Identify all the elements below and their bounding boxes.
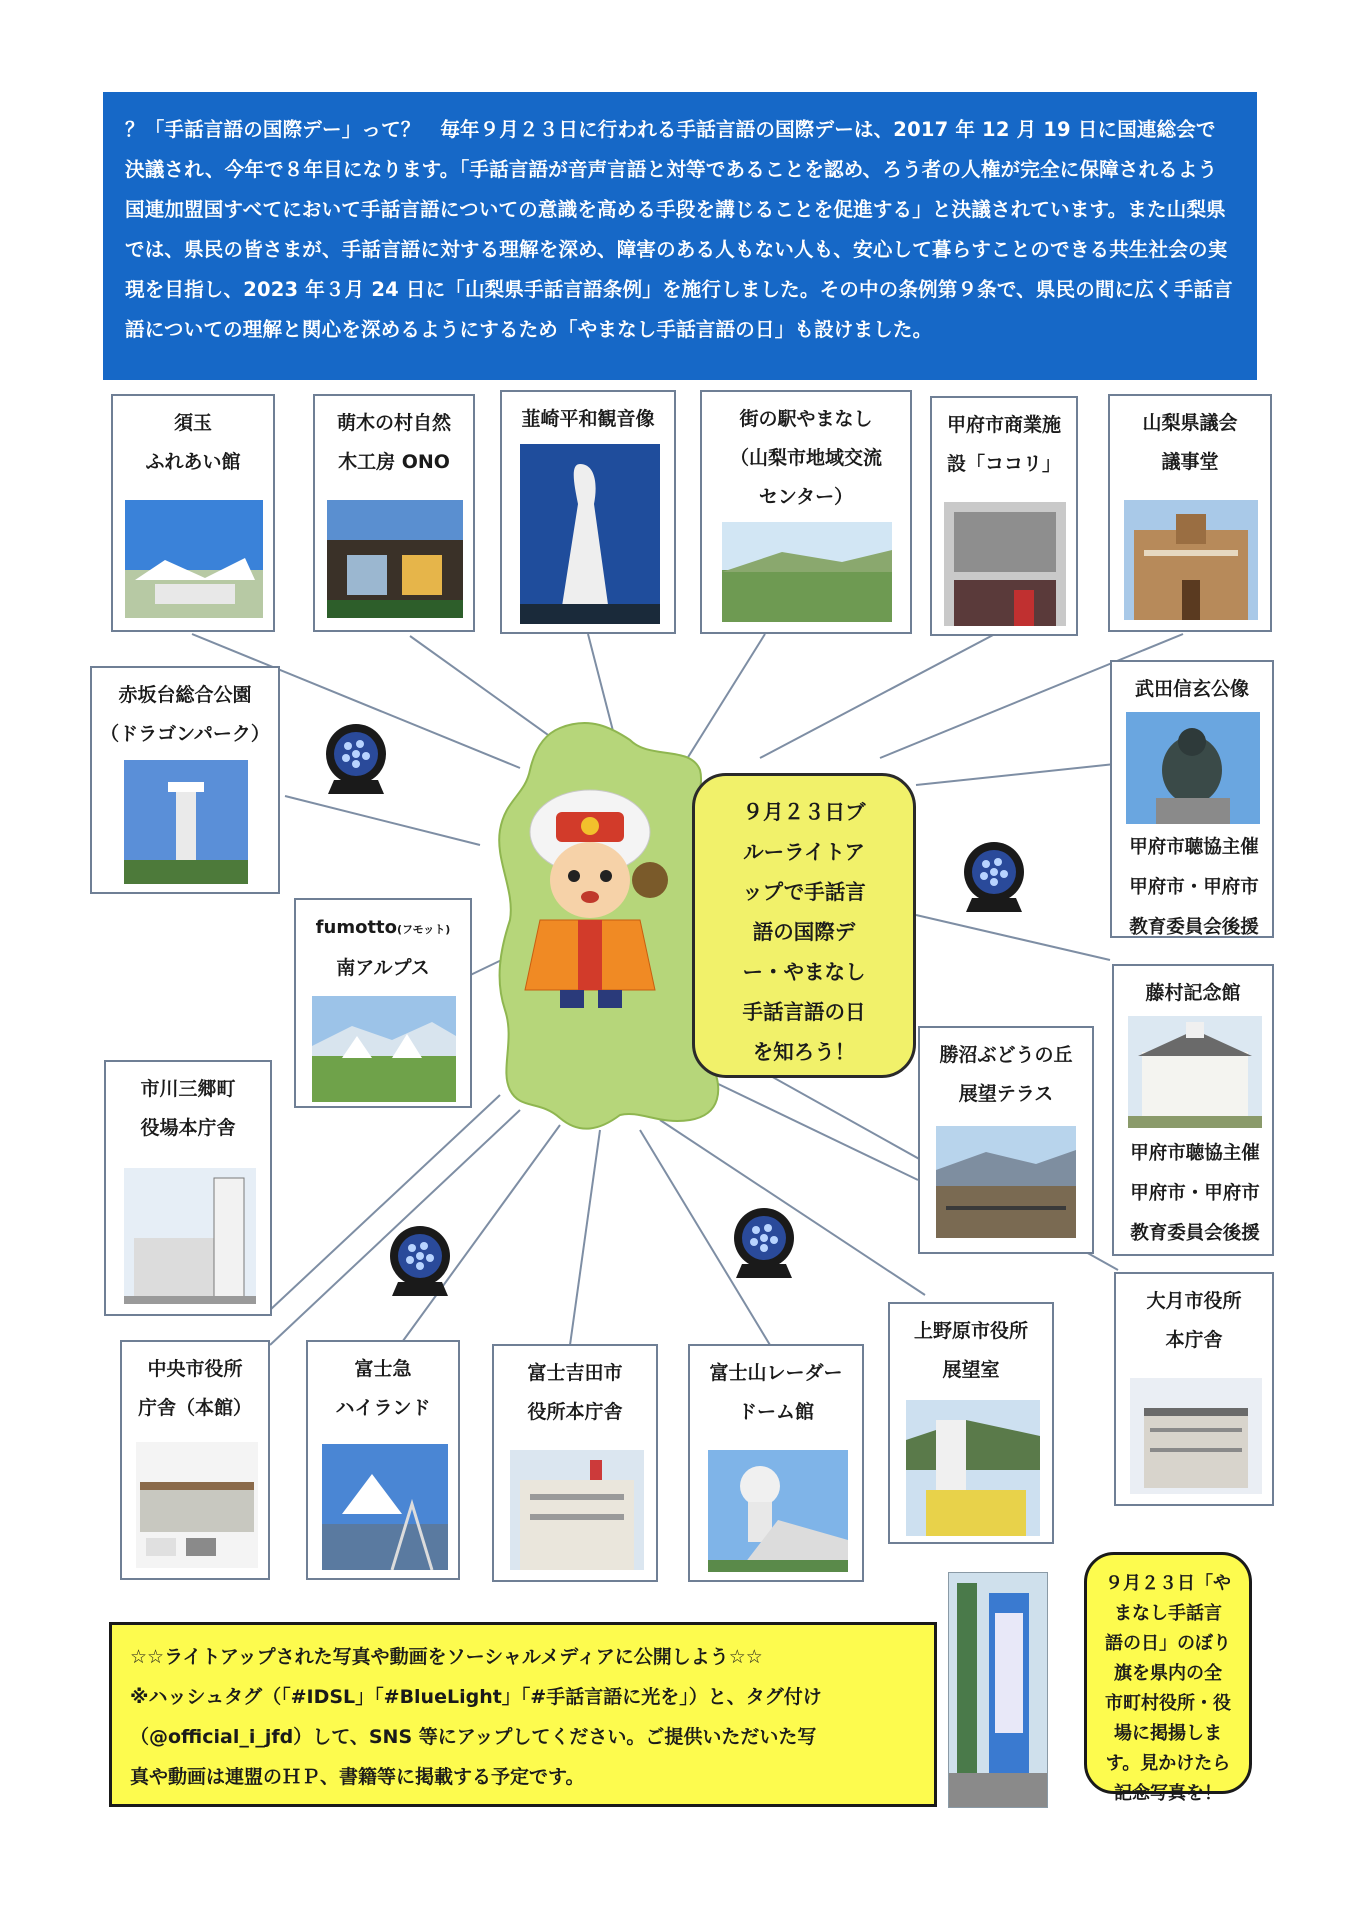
photo-takeda (1126, 712, 1260, 824)
location-label: 赤坂台総合公園 （ドラゴンパーク） (100, 684, 270, 745)
location-takeda (1110, 660, 1274, 938)
sns-notice-line: 真や動画は連盟のＨＰ、書籍等に掲載する予定です。 (130, 1766, 585, 1788)
location-label: 大月市役所 本庁舎 (1146, 1290, 1242, 1351)
fumotto-name: fumotto (315, 917, 398, 938)
flag-notice (1084, 1552, 1252, 1804)
photo-gikai (1124, 500, 1258, 620)
intro-text: ？「手話言語の国際デー」って？ 毎年９月２３日に行われる手話言語の国際デーは、2017 年 12 月 19 日に国連総会で決議され、今年で８年目になります。「手話言語が音声言語と対等であることを認め、ろう者の人権が完全に保障されるよう国連加盟国すべてにおいて手話言語についての意識を高める手段を講じることを促進する」と決議されています。また山梨県では、県民の皆さまが、手話言語に対する理解を深め、障害のある人もない人も、安心して暮らすことのできる共生社会の実現を目指し、2023 年３月 24 日に「山梨県手話言語条例」を施行しました。その中の条例第９条で、県民の間に広く手話言語についての理解と関心を深めるようにするため「やまなし手話言語の日」も設けました。 (125, 118, 1233, 341)
location-moegi (313, 394, 475, 632)
photo-sudama (125, 500, 263, 618)
location-label: 上野原市役所 展望室 (913, 1320, 1028, 1381)
location-label (296, 908, 470, 949)
location-label: 街の駅やまなし （山梨市地域交流 センター） (729, 408, 882, 508)
photo-chuo (136, 1442, 258, 1568)
sponsor-note-fujimura: 甲府市聴協主催 甲府市・甲府市 教育委員会後援 (1130, 1143, 1260, 1244)
flag-notice-text: ９月２３日「や まなし手話言 語の日」のぼり 旗を県内の全 市町村役所・役 場に掲揚しま す。見かけたら 記念写真を！ (1105, 1573, 1231, 1804)
location-label: 武田信玄公像 (1134, 678, 1249, 700)
spotlight-icon (322, 720, 390, 798)
photo-fujimura (1128, 1016, 1262, 1128)
location-fujiyoshida (492, 1344, 658, 1582)
location-label: 富士吉田市 役所本庁舎 (527, 1362, 623, 1423)
photo-fujiyoshida (510, 1450, 644, 1570)
sns-notice-line: （@official_i_jfd）して、SNS 等にアップしてください。ご提供いただいた写 (130, 1726, 817, 1748)
location-sudama (111, 394, 275, 632)
location-radar (688, 1344, 864, 1582)
location-label: 甲府市商業施 設「ココリ」 (946, 414, 1061, 475)
location-label: 勝沼ぶどうの丘 展望テラス (939, 1044, 1073, 1105)
location-label: 萌木の村自然 木工房 ONO (336, 412, 451, 473)
event-bubble-text: ９月２３日ブ ルーライトア ップで手話言 語の国際デ ー・やまなし 手話言語の日 を知ろう！ (742, 800, 866, 1064)
photo-ichikawa (124, 1168, 256, 1304)
location-akasakadai (90, 666, 280, 894)
location-label: 山梨県議会 議事堂 (1142, 412, 1238, 473)
photo-nirasaki (520, 444, 660, 624)
location-gikai (1108, 394, 1272, 632)
photo-kofu-kokori (944, 502, 1066, 626)
photo-fumotto (312, 996, 456, 1102)
location-label: 藤村記念館 (1145, 982, 1241, 1004)
location-kofu-kokori (930, 396, 1078, 636)
location-fumotto (294, 898, 472, 1108)
location-label: 中央市役所 庁舎（本館） (137, 1358, 252, 1419)
location-uenohara (888, 1302, 1054, 1544)
location-katsunuma (918, 1026, 1094, 1254)
photo-machi-no-eki (722, 522, 892, 622)
location-fujimura (1112, 964, 1274, 1256)
fumotto-ruby: (フモット) (397, 923, 451, 936)
location-nirasaki (500, 390, 676, 634)
location-label: 韮崎平和観音像 (521, 408, 655, 430)
spotlight-icon (386, 1222, 454, 1300)
location-label: 南アルプス (336, 957, 430, 979)
photo-otsuki (1130, 1378, 1262, 1494)
event-bubble (692, 773, 916, 1078)
sns-notice (109, 1622, 937, 1807)
location-otsuki (1114, 1272, 1274, 1506)
spotlight-icon (730, 1204, 798, 1282)
location-ichikawa (104, 1060, 272, 1316)
location-fujikyu (306, 1340, 460, 1580)
photo-uenohara (906, 1400, 1040, 1536)
photo-radar (708, 1450, 848, 1572)
photo-fujikyu (322, 1444, 448, 1570)
location-chuo (120, 1340, 270, 1580)
location-label: 富士急 ハイランド (335, 1358, 431, 1419)
location-label: 須玉 ふれあい館 (145, 412, 241, 473)
location-machi-no-eki (700, 390, 912, 634)
sns-notice-line: ☆☆ライトアップされた写真や動画をソーシャルメディアに公開しよう☆☆ (130, 1646, 763, 1668)
sponsor-note-takeda: 甲府市聴協主催 甲府市・甲府市 教育委員会後援 (1129, 837, 1259, 938)
sns-notice-line: ※ハッシュタグ（「#IDSL」「#BlueLight」「#手話言語に光を」）と、タグ付け (130, 1686, 822, 1708)
location-label: 富士山レーダー ドーム館 (709, 1362, 843, 1423)
photo-katsunuma (936, 1126, 1076, 1238)
location-label: 市川三郷町 役場本庁舎 (140, 1078, 236, 1139)
spotlight-icon (960, 838, 1028, 916)
banner-flag-photo (948, 1572, 1048, 1808)
photo-moegi (327, 500, 463, 618)
photo-akasakadai (124, 760, 248, 884)
